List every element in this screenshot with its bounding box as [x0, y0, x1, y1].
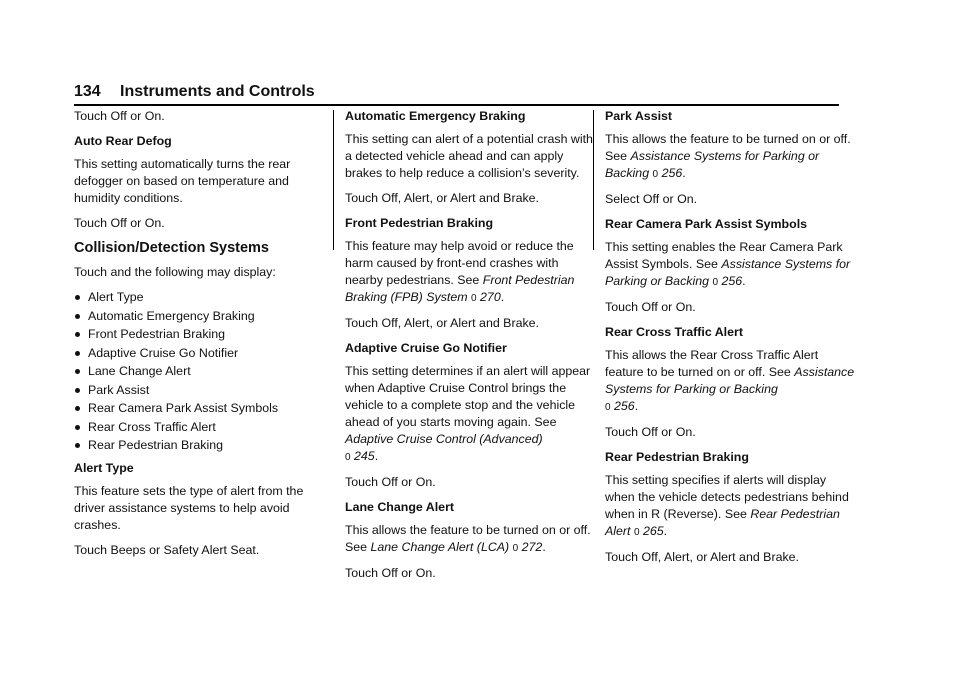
cross-reference-link[interactable]: Assistance Systems for Parking or Backing	[605, 365, 855, 396]
paragraph: Touch Off or On.	[345, 566, 436, 580]
bullet-icon	[75, 314, 80, 319]
paragraph-text: This allows the feature to be turned on or off. See	[345, 523, 591, 554]
list-item-text: Rear Cross Traffic Alert	[88, 419, 216, 434]
list-item-text: Rear Pedestrian Braking	[88, 438, 223, 452]
heading-rear-camera-park-assist-symbols: Rear Camera Park Assist Symbols	[605, 217, 808, 231]
paragraph: Touch Off or On.	[345, 475, 436, 489]
heading-collision-detection: Collision/Detection Systems	[74, 240, 269, 256]
list-item	[74, 289, 324, 306]
paragraph: This setting can alert of a potential crash with a detected vehicle ahead and can apply brakes to help reduce a collision’s severity.	[345, 132, 593, 180]
bullet-icon	[75, 443, 80, 448]
section-title: Instruments and Controls	[120, 83, 315, 100]
list-item	[74, 437, 324, 454]
column-1	[74, 108, 324, 567]
list-item	[74, 363, 324, 380]
paragraph: This setting enables the Rear Camera Park Assist Symbols. See Assistance Systems for Parking or Backing 0 256.	[605, 240, 851, 288]
bullet-icon	[75, 369, 80, 374]
list-item	[74, 345, 324, 362]
paragraph-text: This feature may help avoid or reduce the harm caused by front-end crashes with nearby pedestrians. See	[345, 239, 574, 287]
page-reference[interactable]: 265	[642, 524, 664, 538]
page-reference[interactable]: 256	[661, 166, 683, 180]
page-ref-arrow-icon: 0	[652, 169, 659, 180]
paragraph: Touch Off, Alert, or Alert and Brake.	[345, 316, 539, 330]
cross-reference-link[interactable]: Rear Pedestrian Alert	[605, 507, 840, 538]
list-item	[74, 400, 324, 417]
page-ref-arrow-icon: 0	[512, 543, 519, 554]
paragraph-text: This allows the feature to be turned on or off. See	[605, 132, 851, 163]
paragraph: This allows the feature to be turned on or off. See Lane Change Alert (LCA) 0 272.	[345, 523, 591, 554]
bullet-icon	[75, 406, 80, 411]
list-item	[74, 419, 324, 436]
list-item-text: Rear Camera Park Assist Symbols	[88, 401, 279, 415]
heading-lane-change-alert: Lane Change Alert	[345, 500, 455, 514]
list-item	[74, 308, 324, 325]
bullet-icon	[75, 332, 80, 337]
paragraph-text: This setting enables the Rear Camera Park Assist Symbols. See	[605, 240, 843, 271]
list-item-text: Front Pedestrian Braking	[88, 327, 226, 341]
column-3	[605, 108, 855, 574]
paragraph: Touch Off, Alert, or Alert and Brake.	[345, 191, 539, 205]
page-ref-arrow-icon: 0	[345, 452, 351, 463]
paragraph: This setting determines if an alert will appear when Adaptive Cruise Control brings the vehicle to a complete stop and the vehicle ahead of you starts moving again. See Adaptive Cruise Control (Advanced) 0 245.	[345, 364, 591, 463]
paragraph-text: This allows the Rear Cross Traffic Alert feature to be turned on or off. See	[605, 348, 819, 379]
heading-front-pedestrian-braking: Front Pedestrian Braking	[345, 216, 494, 230]
paragraph: This setting specifies if alerts will display when the vehicle detects pedestrians behind when in R (Reverse). See Rear Pedestrian Alert 0 265.	[605, 473, 849, 538]
list-item	[74, 326, 324, 343]
paragraph: This allows the Rear Cross Traffic Alert feature to be turned on or off. See Assistance Systems for Parking or Backing 0 256.	[605, 348, 855, 413]
page-reference[interactable]: 245	[354, 449, 375, 463]
list-item	[74, 382, 324, 399]
bullet-icon	[75, 295, 80, 300]
list-item-text: Alert Type	[88, 290, 144, 304]
page-ref-arrow-icon: 0	[633, 527, 640, 538]
paragraph: Touch Off, Alert, or Alert and Brake.	[605, 550, 799, 564]
heading-rear-cross-traffic-alert: Rear Cross Traffic Alert	[605, 325, 743, 339]
page-reference[interactable]: 256	[614, 399, 635, 413]
heading-automatic-emergency-braking: Automatic Emergency Braking	[345, 109, 526, 123]
paragraph: Touch Off or On.	[74, 216, 165, 230]
page-header	[74, 83, 839, 105]
page-ref-arrow-icon: 0	[605, 402, 611, 413]
cross-reference-link[interactable]: Front Pedestrian Braking (FPB) System	[345, 273, 575, 304]
bullet-icon	[75, 351, 80, 356]
paragraph: This allows the feature to be turned on or off. See Assistance Systems for Parking or Backing 0 256.	[605, 132, 851, 180]
heading-adaptive-cruise-go-notifier: Adaptive Cruise Go Notifier	[345, 341, 507, 355]
page-reference[interactable]: 256	[721, 274, 743, 288]
list-item-text: Adaptive Cruise Go Notifier	[88, 345, 239, 360]
cross-reference-link[interactable]: Assistance Systems for Parking or Backing	[605, 257, 851, 288]
cross-reference-link[interactable]: Lane Change Alert (LCA)	[370, 540, 510, 554]
paragraph-text: This setting determines if an alert will appear when Adaptive Cruise Control brings the vehicle to a complete stop and the vehicle ahead of you starts moving again. See	[345, 364, 591, 429]
paragraph: This setting automatically turns the rear defogger on based on temperature and humidity conditions.	[74, 157, 291, 205]
paragraph: Touch and the following may display:	[74, 265, 276, 279]
paragraph: Touch Off or On.	[605, 300, 696, 314]
paragraph: Touch Off or On.	[605, 425, 696, 439]
paragraph: Select Off or On.	[605, 192, 698, 206]
bullet-icon	[75, 425, 80, 430]
bullet-icon	[75, 388, 80, 393]
column-2	[345, 108, 595, 590]
heading-alert-type: Alert Type	[74, 461, 134, 475]
heading-auto-rear-defog: Auto Rear Defog	[74, 134, 172, 148]
page-ref-arrow-icon: 0	[712, 277, 719, 288]
column-divider-1	[333, 110, 334, 250]
feature-list	[74, 289, 324, 454]
page-reference[interactable]: 270	[480, 290, 501, 304]
header-rule	[74, 104, 839, 106]
paragraph: Touch Off or On.	[74, 109, 165, 123]
page-ref-arrow-icon: 0	[471, 293, 477, 304]
page-number: 134	[74, 83, 101, 100]
paragraph: This feature sets the type of alert from the driver assistance systems to help avoid crashes.	[74, 484, 304, 532]
paragraph: Touch Beeps or Safety Alert Seat.	[74, 543, 260, 557]
heading-rear-pedestrian-braking: Rear Pedestrian Braking	[605, 450, 749, 464]
paragraph-text: This setting specifies if alerts will display when the vehicle detects pedestrians behind when in R (Reverse). See	[605, 473, 849, 521]
cross-reference-link[interactable]: Assistance Systems for Parking or Backing	[605, 149, 820, 180]
list-item-text: Automatic Emergency Braking	[88, 308, 255, 323]
page-reference[interactable]: 272	[521, 540, 543, 554]
heading-park-assist: Park Assist	[605, 109, 673, 123]
paragraph: This feature may help avoid or reduce the harm caused by front-end crashes with nearby pedestrians. See Front Pedestrian Braking (FPB) System 0 270.	[345, 239, 575, 304]
list-item-text: Park Assist	[88, 382, 150, 397]
list-item-text: Lane Change Alert	[88, 364, 191, 378]
cross-reference-link[interactable]: Adaptive Cruise Control (Advanced)	[345, 432, 543, 446]
